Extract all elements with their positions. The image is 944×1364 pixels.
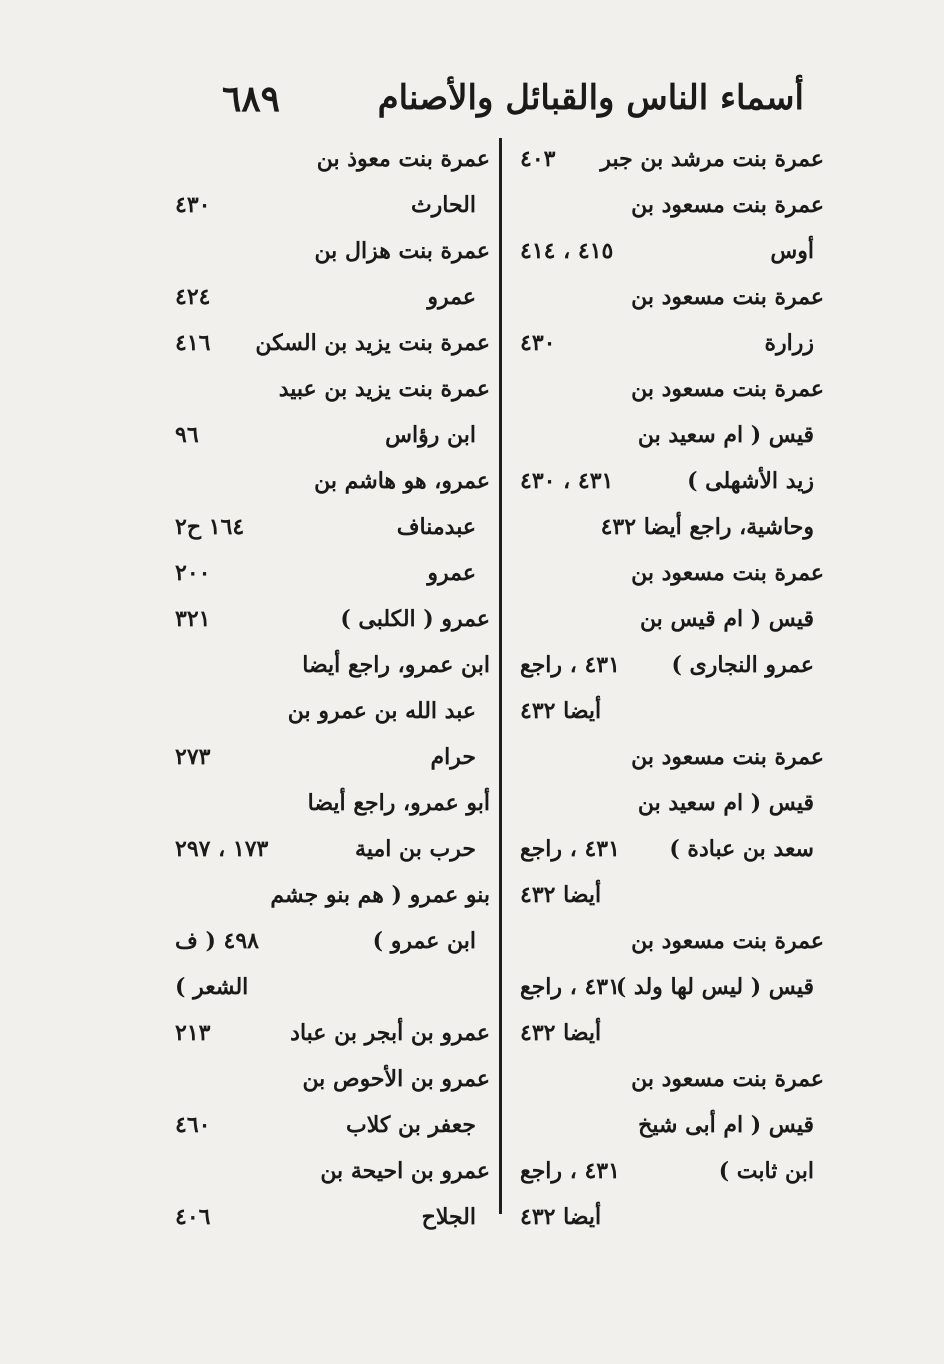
entry-text: عمرة بنت يزيد بن السكن: [255, 330, 490, 356]
index-line: [165, 1102, 490, 1148]
entry-text: عمرة بنت مرشد بن جبر: [600, 146, 824, 172]
entry-text: عمرة بنت مسعود بن: [631, 192, 824, 218]
index-line: [165, 780, 490, 826]
entry-text: ابن عمرو ): [372, 928, 476, 954]
index-line: [165, 642, 490, 688]
entry-text: عمرو بن الأحوص بن: [302, 1066, 490, 1092]
entry-page-ref: ٤٢٤: [175, 284, 211, 310]
entry-text: ابن رؤاس: [385, 422, 476, 448]
entry-page-ref: ٤٣٠: [520, 330, 556, 356]
index-line: [165, 136, 490, 182]
entry-text: بنو عمرو ( هم بنو جشم: [270, 882, 490, 908]
entry-text: عمرة بنت معوذ بن: [316, 146, 490, 172]
entry-page-ref: ٩٦: [175, 422, 199, 448]
entry-text: ابن عمرو، راجع أيضا: [302, 652, 490, 678]
index-line: [512, 458, 824, 504]
entry-text: زرارة: [764, 330, 814, 356]
entry-page-ref: ٢٧٣: [175, 744, 211, 770]
index-line: [512, 1102, 824, 1148]
index-line: [165, 1010, 490, 1056]
page-title: أسماء الناس والقبائل والأصنام: [377, 78, 804, 118]
entry-page-ref: ٤٣٠: [175, 192, 211, 218]
entry-page-ref: ٢٠٠: [175, 560, 211, 586]
entry-text: عمرو بن احيحة بن: [320, 1158, 490, 1184]
index-line: [165, 550, 490, 596]
index-line: [512, 1010, 824, 1056]
index-line: [512, 826, 824, 872]
index-line: [512, 136, 824, 182]
entry-text: قيس ( ام سعيد بن: [637, 422, 814, 448]
index-line: [512, 504, 824, 550]
entry-page-ref: ١٧٣ ، ٢٩٧: [175, 836, 269, 862]
entry-page-ref: ١٦٤ ح٢: [175, 514, 245, 540]
entry-text: وحاشية، راجع أيضا ٤٣٢: [600, 514, 814, 540]
index-line: [512, 872, 824, 918]
index-line: [512, 596, 824, 642]
entry-page-ref: أيضا ٤٣٢: [520, 1204, 602, 1230]
entry-text: عمرة بنت هزال بن: [314, 238, 490, 264]
right-column: [512, 136, 824, 1240]
entry-text: عمرو ( الكلبى ): [340, 606, 490, 632]
entry-page-ref: ٤٠٦: [175, 1204, 211, 1230]
index-line: [512, 688, 824, 734]
entry-page-ref: ٤٣١ ، راجع: [520, 974, 620, 1000]
entry-text: عمرو: [427, 284, 476, 310]
entry-page-ref: ٢١٣: [175, 1020, 211, 1046]
index-line: [512, 274, 824, 320]
index-line: [512, 734, 824, 780]
entry-page-ref: ٤٣١ ، راجع: [520, 1158, 620, 1184]
entry-page-ref: أيضا ٤٣٢: [520, 882, 602, 908]
index-line: [165, 1194, 490, 1240]
column-divider: [499, 138, 502, 1214]
entry-page-ref: ٤١٥ ، ٤١٤: [520, 238, 614, 264]
entry-text: الحارث: [410, 192, 476, 218]
index-line: [165, 458, 490, 504]
index-line: [512, 964, 824, 1010]
index-line: [512, 320, 824, 366]
entry-page-ref: ٤٣١ ، راجع: [520, 652, 620, 678]
index-line: [512, 1056, 824, 1102]
index-line: [512, 366, 824, 412]
index-line: [512, 228, 824, 274]
entry-page-ref: ٤١٦: [175, 330, 211, 356]
index-line: [165, 1148, 490, 1194]
index-line: [165, 274, 490, 320]
index-line: [165, 918, 490, 964]
index-line: [512, 1194, 824, 1240]
entry-text: حرام: [430, 744, 476, 770]
entry-text: عمرو النجارى ): [671, 652, 814, 678]
entry-text: عمرة بنت مسعود بن: [631, 560, 824, 586]
index-line: [165, 366, 490, 412]
entry-text: سعد بن عبادة ): [669, 836, 814, 862]
entry-text: عبدمناف: [396, 514, 476, 540]
index-line: [165, 228, 490, 274]
entry-text: عمرة بنت مسعود بن: [631, 1066, 824, 1092]
entry-text: الجلاح: [421, 1204, 476, 1230]
entry-text: عمرة بنت يزيد بن عبيد: [278, 376, 490, 402]
entry-text: قيس ( ام أبى شيخ: [638, 1112, 814, 1138]
entry-text: عمرة بنت مسعود بن: [631, 376, 824, 402]
index-line: [165, 1056, 490, 1102]
index-line: [165, 320, 490, 366]
index-line: [512, 1148, 824, 1194]
entry-text: عمرة بنت مسعود بن: [631, 928, 824, 954]
entry-text: قيس ( ليس لها ولد ): [615, 974, 814, 1000]
index-line: [165, 964, 490, 1010]
entry-text: حرب بن امية: [355, 836, 476, 862]
entry-page-ref: ٤٦٠: [175, 1112, 211, 1138]
entry-page-ref: ٤٩٨ ( ف: [175, 928, 259, 954]
index-line: [512, 182, 824, 228]
index-line: [165, 734, 490, 780]
index-line: [165, 504, 490, 550]
index-line: [512, 550, 824, 596]
entry-text: أبو عمرو، راجع أيضا: [307, 790, 490, 816]
index-line: [165, 596, 490, 642]
index-line: [512, 642, 824, 688]
entry-page-ref: ٤٣١ ، ٤٣٠: [520, 468, 614, 494]
entry-text: أوس: [770, 238, 814, 264]
page-number: ٦٨٩: [222, 78, 281, 120]
left-column: [165, 136, 490, 1240]
index-line: [165, 688, 490, 734]
index-line: [512, 412, 824, 458]
entry-text: قيس ( ام سعيد بن: [637, 790, 814, 816]
index-line: [165, 826, 490, 872]
entry-page-ref: ٤٣١ ، راجع: [520, 836, 620, 862]
entry-text: عمرو، هو هاشم بن: [314, 468, 490, 494]
entry-text: عمرة بنت مسعود بن: [631, 284, 824, 310]
entry-page-ref: أيضا ٤٣٢: [520, 698, 602, 724]
entry-page-ref: الشعر ): [175, 974, 249, 1000]
entry-text: زيد الأشهلى ): [687, 468, 814, 494]
entry-page-ref: ٤٠٣: [520, 146, 556, 172]
entry-text: عبد الله بن عمرو بن: [287, 698, 476, 724]
index-line: [165, 412, 490, 458]
entry-text: عمرة بنت مسعود بن: [631, 744, 824, 770]
entry-text: عمرو بن أبجر بن عباد: [290, 1020, 490, 1046]
index-line: [512, 918, 824, 964]
entry-text: ابن ثابت ): [718, 1158, 814, 1184]
entry-page-ref: أيضا ٤٣٢: [520, 1020, 602, 1046]
entry-text: عمرو: [427, 560, 476, 586]
index-line: [165, 872, 490, 918]
entry-text: جعفر بن كلاب: [346, 1112, 476, 1138]
index-line: [165, 182, 490, 228]
index-line: [512, 780, 824, 826]
entry-text: قيس ( ام قيس بن: [639, 606, 814, 632]
entry-page-ref: ٣٢١: [175, 606, 211, 632]
